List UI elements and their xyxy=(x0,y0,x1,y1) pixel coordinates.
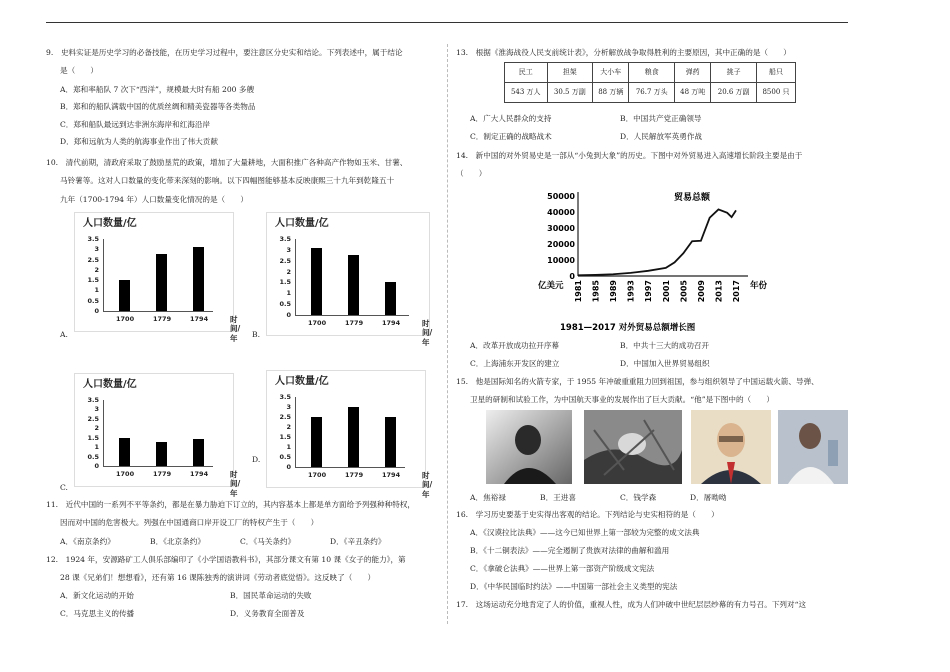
chart-bar xyxy=(311,417,322,467)
table-header-cell: 弹药 xyxy=(675,63,711,83)
q12-option-d[interactable]: D．义务教育全面普及 xyxy=(230,609,305,618)
support-statistics-table xyxy=(504,62,796,103)
q14-stem-line1: 14. 新中国的对外贸易史是一部从“小兔到大象”的历史。下图中对外贸易进入高速增长阶段主要是由于 xyxy=(456,151,803,160)
table-header-cell: 大小车 xyxy=(593,63,629,83)
question-15 xyxy=(456,377,852,405)
q13-option-b[interactable]: B．中国共产党正确领导 xyxy=(620,114,702,123)
chart-bar xyxy=(348,255,359,315)
chart-bar xyxy=(348,407,359,467)
chart-y-tick: 1 xyxy=(286,289,291,298)
chart-y-axis xyxy=(103,239,104,311)
q12-stem-line1: 12. 1924 年，安源路矿工人俱乐部编印了《小学国语教科书》，其部分课文有第 10 课《女子的能力》，第 xyxy=(46,555,406,564)
chart-y-tick: 3.5 xyxy=(279,393,291,401)
question-17: 17. 这场运动充分地肯定了人的价值，重视人性，成为人们冲破中世纪层层纱幕的有力号召。下列对“这 xyxy=(456,600,807,609)
trade-x-tick: 2005 xyxy=(679,280,689,303)
q11-option-d[interactable]: D．《辛丑条约》 xyxy=(330,537,386,546)
portrait-photo-tu-youyou xyxy=(778,410,848,484)
chart-y-tick: 2.5 xyxy=(279,256,291,265)
q15-stem-line2: 卫星的研制和试验工作，为中国航天事业的发展作出了巨大贡献。“他”是下图中的（ ） xyxy=(470,395,774,405)
chart-y-tick: 2.5 xyxy=(87,414,99,423)
chart-bar xyxy=(193,247,204,311)
q12-stem-line2: 28 课《兄弟们！想想看》，还有第 16 课陈独秀的演讲词《劳动者底觉悟》。这反映了（ ） xyxy=(60,573,376,583)
column-divider xyxy=(447,44,448,624)
chart-y-tick: 3 xyxy=(94,245,99,254)
chart-bar xyxy=(385,282,396,315)
trade-x-tick: 1981 xyxy=(574,280,583,303)
table-cell: 8500 只 xyxy=(756,83,795,103)
chart-xlabel: 时间/年 xyxy=(422,319,433,347)
chart-bar xyxy=(156,442,167,466)
question-10 xyxy=(46,158,436,204)
q13-option-c[interactable]: C．制定正确的战略战术 xyxy=(470,132,552,141)
chart-x-tick: 1794 xyxy=(382,319,401,327)
chart-ylabel: 人口数量/亿 xyxy=(275,218,329,229)
chart-x-tick: 1779 xyxy=(153,315,172,323)
table-header-cell: 民工 xyxy=(505,63,548,83)
q10-option-b[interactable]: B. xyxy=(252,330,260,339)
trade-y-tick: 0 xyxy=(569,272,575,281)
q10-option-a[interactable]: A. xyxy=(60,330,68,339)
q11-option-b[interactable]: B．《北京条约》 xyxy=(150,537,205,546)
trade-x-tick: 2013 xyxy=(714,280,724,303)
q12-option-a[interactable]: A．新文化运动的开始 xyxy=(60,591,134,600)
question-12 xyxy=(46,555,436,583)
question-13: 13. 根据《淮海战役人民支前统计表》，分析解放战争取得胜利的主要原因，其中正确的是（ ） xyxy=(456,48,791,57)
q12-option-b[interactable]: B．国民革命运动的失败 xyxy=(230,591,312,600)
trade-y-tick: 10000 xyxy=(547,256,575,265)
trade-chart-caption: 1981—2017 对外贸易总额增长图 xyxy=(560,323,696,333)
trade-x-tick: 1989 xyxy=(609,280,619,303)
trade-chart-title: 贸易总额 xyxy=(674,193,711,203)
table-cell: 20.6 万副 xyxy=(711,83,757,103)
question-14 xyxy=(456,151,852,179)
chart-y-tick: 1 xyxy=(286,443,291,451)
trade-x-tick: 2017 xyxy=(732,280,741,303)
trade-y-tick: 20000 xyxy=(547,240,575,249)
chart-x-tick: 1700 xyxy=(308,471,327,479)
q9-option-d[interactable]: D．郑和远航为人类的航海事业作出了伟大贡献 xyxy=(60,137,218,147)
chart-y-tick: 1.5 xyxy=(87,276,99,285)
q10-stem-line2: 马铃薯等。这对人口数量的变化带来深刻的影响。以下四幅图能够基本反映康熙三十九年到乾隆五十 xyxy=(60,176,395,186)
chart-y-axis xyxy=(295,397,296,467)
q15-option-d[interactable]: D．屠呦呦 xyxy=(690,493,727,502)
table-cell: 543 万人 xyxy=(505,83,548,103)
chart-x-tick: 1779 xyxy=(153,470,172,478)
q16-option-d[interactable]: D．《中华民国临时约法》——中国第一部社会主义类型的宪法 xyxy=(470,582,678,591)
q10-option-c[interactable]: C. xyxy=(60,483,68,492)
chart-y-tick: 0.5 xyxy=(87,296,99,305)
chart-bar xyxy=(311,248,322,315)
chart-x-tick: 1794 xyxy=(382,471,401,479)
chart-y-tick: 1.5 xyxy=(279,278,291,287)
chart-y-tick: 2 xyxy=(94,424,99,433)
chart-y-tick: 0.5 xyxy=(87,452,99,461)
question-11 xyxy=(46,500,436,528)
chart-y-tick: 1.5 xyxy=(87,433,99,442)
q15-option-b[interactable]: B．王进喜 xyxy=(540,493,576,502)
q14-stem-line2: （ ） xyxy=(456,169,487,179)
q9-stem-line2: 是（ ） xyxy=(60,66,98,76)
chart-y-tick: 3 xyxy=(286,245,291,254)
q14-option-a[interactable]: A．改革开放成功拉开序幕 xyxy=(470,341,560,350)
trade-y-tick: 30000 xyxy=(547,224,575,233)
q13-option-a[interactable]: A．广大人民群众的支持 xyxy=(470,114,552,123)
q9-option-b[interactable]: B．郑和的船队满载中国的优质丝绸和精美瓷器等各类物品 xyxy=(60,102,256,112)
table-cell: 30.5 万副 xyxy=(547,83,593,103)
chart-x-tick: 1779 xyxy=(345,471,364,479)
trade-x-tick: 1993 xyxy=(626,280,636,303)
chart-y-tick: 0 xyxy=(94,307,99,315)
portrait-photo-wang-jinxi xyxy=(584,410,682,484)
chart-x-tick: 1700 xyxy=(116,315,135,323)
table-header-cell: 粮食 xyxy=(629,63,675,83)
q9-stem-line1: 9. 史料实证是历史学习的必备技能，在历史学习过程中，要注意区分史实和结论。下列表述中，属于结论 xyxy=(46,48,403,57)
chart-bar xyxy=(385,417,396,467)
chart-y-tick: 0 xyxy=(94,462,99,470)
chart-bar xyxy=(119,438,130,466)
chart-x-tick: 1779 xyxy=(345,319,364,327)
q16-option-c[interactable]: C．《拿破仑法典》——世界上第一部资产阶级成文宪法 xyxy=(470,564,655,573)
chart-y-tick: 1 xyxy=(94,286,99,295)
table-header-row xyxy=(505,63,796,83)
chart-y-tick: 0 xyxy=(286,463,291,471)
chart-x-tick: 1700 xyxy=(116,470,135,478)
chart-y-tick: 1 xyxy=(94,443,99,452)
portrait-photo-qian-xuesen xyxy=(691,410,771,484)
trade-x-tick: 1997 xyxy=(644,280,654,303)
chart-y-tick: 2.5 xyxy=(279,413,291,421)
chart-x-tick: 1794 xyxy=(190,315,209,323)
chart-x-axis xyxy=(295,315,409,316)
trade-x-tick: 2009 xyxy=(696,280,706,303)
trade-x-tick: 1985 xyxy=(591,280,601,303)
q14-option-d[interactable]: D．中国加入世界贸易组织 xyxy=(620,359,710,368)
q10-stem-line1: 10. 清代前期，清政府采取了鼓励垦荒的政策，增加了大量耕地，大面积推广各种高产作物如玉米、甘薯、 xyxy=(46,158,408,167)
q14-option-b[interactable]: B．中共十三大的成功召开 xyxy=(620,341,710,350)
chart-ylabel: 人口数量/亿 xyxy=(83,379,137,390)
q9-option-c[interactable]: C．郑和船队最远到达非洲东海岸和红海沿岸 xyxy=(60,119,211,129)
table-header-cell: 挑子 xyxy=(711,63,757,83)
chart-y-tick: 1.5 xyxy=(279,433,291,441)
chart-x-axis xyxy=(103,311,213,312)
chart-y-axis xyxy=(295,239,296,315)
q10-stem-line3: 九年（1700-1794 年）人口数量变化情况的是（ ） xyxy=(60,194,248,204)
trade-x-tick: 2001 xyxy=(661,280,671,303)
trade-growth-chart xyxy=(536,184,782,336)
chart-y-tick: 2.5 xyxy=(87,255,99,264)
chart-ylabel: 人口数量/亿 xyxy=(275,376,329,387)
chart-option-a xyxy=(74,212,241,343)
chart-y-tick: 3.5 xyxy=(279,235,291,243)
chart-y-tick: 0.5 xyxy=(279,453,291,461)
chart-x-axis xyxy=(295,467,405,468)
chart-option-c xyxy=(74,373,241,498)
q11-option-a[interactable]: A．《南京条约》 xyxy=(60,537,115,546)
table-cell: 88 万辆 xyxy=(593,83,629,103)
chart-y-tick: 2 xyxy=(286,423,291,431)
chart-x-tick: 1794 xyxy=(190,470,209,478)
table-header-cell: 担架 xyxy=(547,63,593,83)
trade-x-label: 年份 xyxy=(750,281,768,291)
chart-xlabel: 时间/年 xyxy=(230,470,241,498)
trade-series-line xyxy=(578,209,736,275)
question-9 xyxy=(46,48,436,147)
q16-option-a[interactable]: A．《汉谟拉比法典》——这今已知世界上第一部较为完整的成文法典 xyxy=(470,528,700,537)
q15-stem-line1: 15. 他是国际知名的火箭专家，于 1955 年冲破重重阻力回到祖国，参与组织领导了中国运载火箭、导弹、 xyxy=(456,377,819,386)
chart-bar xyxy=(119,280,130,311)
chart-x-axis xyxy=(103,466,213,467)
chart-y-tick: 2 xyxy=(286,267,291,276)
chart-y-axis xyxy=(103,400,104,466)
chart-y-tick: 3.5 xyxy=(87,396,99,404)
table-cell: 76.7 万头 xyxy=(629,83,675,103)
table-cell: 48 万吨 xyxy=(675,83,711,103)
q16-option-b[interactable]: B．《十二铜表法》——完全遏制了贵族对法律的曲解和滥用 xyxy=(470,546,670,555)
q10-option-d[interactable]: D. xyxy=(252,455,261,464)
chart-y-tick: 3.5 xyxy=(87,235,99,243)
chart-y-tick: 0.5 xyxy=(279,300,291,309)
chart-bar xyxy=(193,439,204,466)
header-rule xyxy=(46,22,848,23)
portrait-photo-jiao-yulu xyxy=(486,410,572,484)
q11-stem-line2: 因而对中国的危害极大。列强在中国通商口岸开设工厂的特权产生于（ ） xyxy=(60,518,319,528)
chart-ylabel: 人口数量/亿 xyxy=(83,218,137,229)
table-header-cell: 船只 xyxy=(756,63,795,83)
chart-y-tick: 3 xyxy=(286,403,291,411)
chart-y-tick: 3 xyxy=(94,405,99,414)
q15-option-a[interactable]: A．焦裕禄 xyxy=(470,493,506,502)
q14-option-c[interactable]: C．上海浦东开发区的建立 xyxy=(470,359,560,368)
table-row xyxy=(505,83,796,103)
q9-option-a[interactable]: A．郑和率船队 7 次下“西洋”，规模最大时有船 200 多艘 xyxy=(60,84,255,94)
chart-y-tick: 2 xyxy=(94,265,99,274)
chart-x-tick: 1700 xyxy=(308,319,327,327)
trade-y-tick: 50000 xyxy=(547,192,575,201)
chart-option-d xyxy=(266,370,433,499)
q15-option-c[interactable]: C．钱学森 xyxy=(620,493,657,502)
chart-xlabel: 时间/年 xyxy=(422,471,433,499)
q12-option-c[interactable]: C．马克思主义的传播 xyxy=(60,609,135,618)
chart-bar xyxy=(156,254,167,311)
chart-option-b xyxy=(266,212,433,347)
trade-y-tick: 40000 xyxy=(547,208,575,217)
q11-stem-line1: 11. 近代中国的一系列不平等条约，都是在暴力胁迫下订立的，其内容基本上都是单方面给予列强种种特权， xyxy=(46,500,415,509)
chart-y-tick: 0 xyxy=(286,311,291,319)
chart-xlabel: 时间/年 xyxy=(230,315,241,343)
q11-option-c[interactable]: C．《马关条约》 xyxy=(240,537,296,546)
trade-y-unit: 亿美元 xyxy=(538,281,564,291)
question-16: 16. 学习历史要基于史实得出客观的结论。下列结论与史实相符的是（ ） xyxy=(456,510,719,519)
q13-option-d[interactable]: D．人民解放军英勇作战 xyxy=(620,132,703,141)
